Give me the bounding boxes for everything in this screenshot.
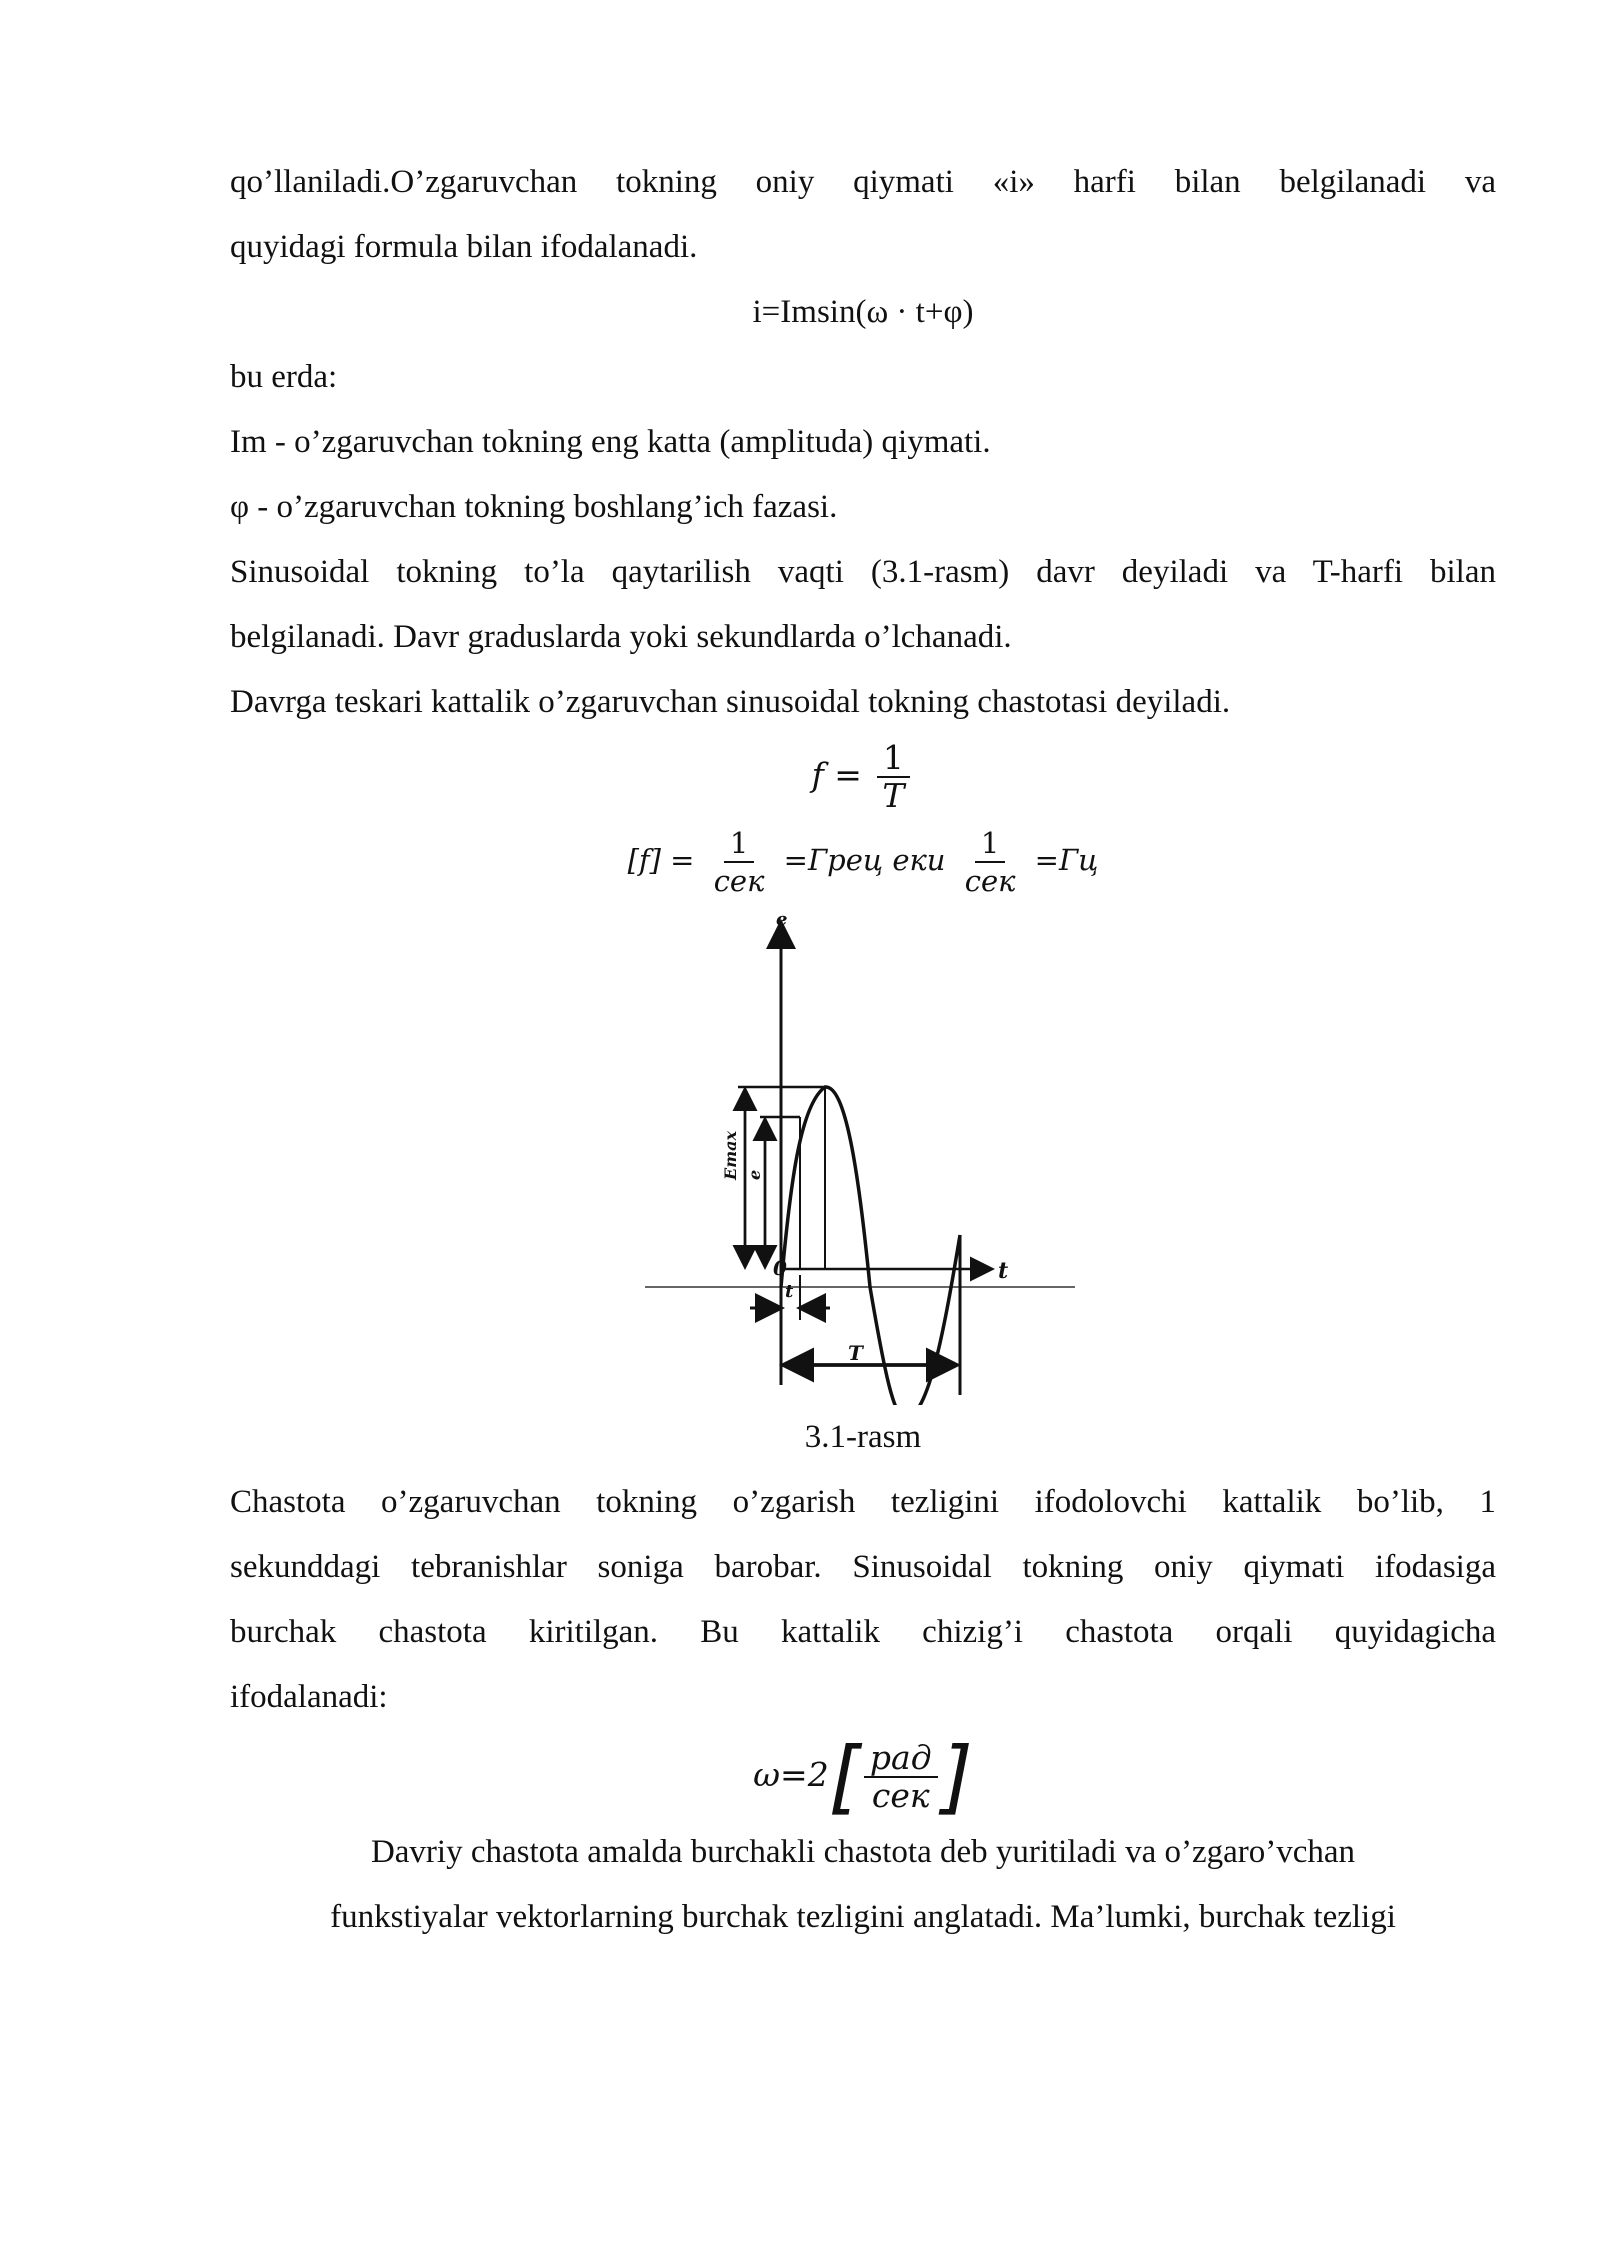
bracket-left: [ bbox=[828, 1730, 860, 1823]
formula-units-mid: =Грец еки bbox=[783, 843, 946, 877]
definition-phi: φ - o’zgaruvchan tokning boshlang’ich fazasi. bbox=[230, 489, 838, 525]
fraction bbox=[876, 740, 910, 814]
paragraph-line: quyidagi formula bilan ifodalanadi. bbox=[230, 229, 698, 265]
fraction-numerator: 1 bbox=[975, 825, 1005, 863]
formula-f-lhs: f = bbox=[811, 755, 862, 794]
fraction-denominator: сек bbox=[713, 864, 765, 898]
paragraph-line: Davriy chastota amalda burchakli chastota deb yuritiladi va o’zgaro’vchan bbox=[370, 1834, 1356, 1870]
fraction bbox=[864, 1740, 938, 1814]
paragraph-line: Chastota o’zgaruvchan tokning o’zgarish tezligini ifodolovchi kattalik bo’lib, 1 bbox=[230, 1484, 1496, 1520]
formula-frequency bbox=[230, 735, 1496, 815]
fraction-denominator: сек bbox=[964, 864, 1016, 898]
fraction-denominator: сек bbox=[871, 1776, 930, 1815]
formula-omega bbox=[230, 1730, 1496, 1823]
figure-caption: 3.1-rasm bbox=[804, 1419, 922, 1455]
fraction-numerator: 1 bbox=[724, 825, 754, 863]
formula-units-lhs: [f] = bbox=[627, 843, 695, 877]
paragraph-line: Sinusoidal tokning to’la qaytarilish vaqti (3.1-rasm) davr deyiladi va T-harfi bilan bbox=[230, 554, 1496, 590]
paragraph-line: Davrga teskari kattalik o’zgaruvchan sinusoidal tokning chastotasi deyiladi. bbox=[230, 684, 1231, 720]
formula-units-rhs: =Гц bbox=[1034, 843, 1099, 877]
definition-im: Im - o’zgaruvchan tokning eng katta (amplituda) qiymati. bbox=[230, 424, 991, 460]
origin-label: 0 bbox=[773, 1256, 787, 1280]
sinusoid-diagram bbox=[230, 905, 1496, 1405]
fraction bbox=[708, 825, 771, 899]
t-axis-label: t bbox=[998, 1258, 1009, 1284]
sinusoid-figure bbox=[230, 905, 1496, 1405]
fraction-numerator: 1 bbox=[877, 740, 910, 778]
paragraph-line: sekunddagi tebranishlar soniga barobar. Sinusoidal tokning oniy qiymati ifodasiga bbox=[230, 1549, 1496, 1585]
emax-label: Emax bbox=[721, 1130, 740, 1180]
formula-current: i=Imsin(ω · t+φ) bbox=[752, 294, 974, 330]
period-label: T bbox=[848, 1341, 863, 1365]
fraction-denominator: T bbox=[882, 776, 905, 815]
e-label: e bbox=[745, 1169, 764, 1180]
paragraph-line: funkstiyalar vektorlarning burchak tezligini anglatadi. Ma’lumki, burchak tezligi bbox=[330, 1899, 1396, 1935]
t-small-label: t bbox=[785, 1281, 794, 1302]
paragraph-line: ifodalanadi: bbox=[230, 1679, 388, 1715]
document-page bbox=[230, 150, 1496, 1950]
paragraph-line: burchak chastota kiritilgan. Bu kattalik chizig’i chastota orqali quyidagicha bbox=[230, 1614, 1496, 1650]
e-axis-label: e bbox=[776, 909, 788, 930]
paragraph-line: belgilanadi. Davr graduslarda yoki sekundlarda o’lchanadi. bbox=[230, 619, 1012, 655]
paragraph-line: qo’llaniladi.O’zgaruvchan tokning oniy qiymati «i» harfi bilan belgilanadi va bbox=[230, 164, 1496, 200]
sine-curve bbox=[781, 1087, 960, 1405]
formula-units bbox=[230, 815, 1496, 905]
fraction-numerator: рад bbox=[864, 1740, 938, 1778]
bracket-right: ] bbox=[941, 1730, 973, 1823]
fraction bbox=[959, 825, 1022, 899]
paragraph-line: bu erda: bbox=[230, 359, 338, 395]
formula-omega-lhs: ω=2 bbox=[753, 1755, 829, 1794]
